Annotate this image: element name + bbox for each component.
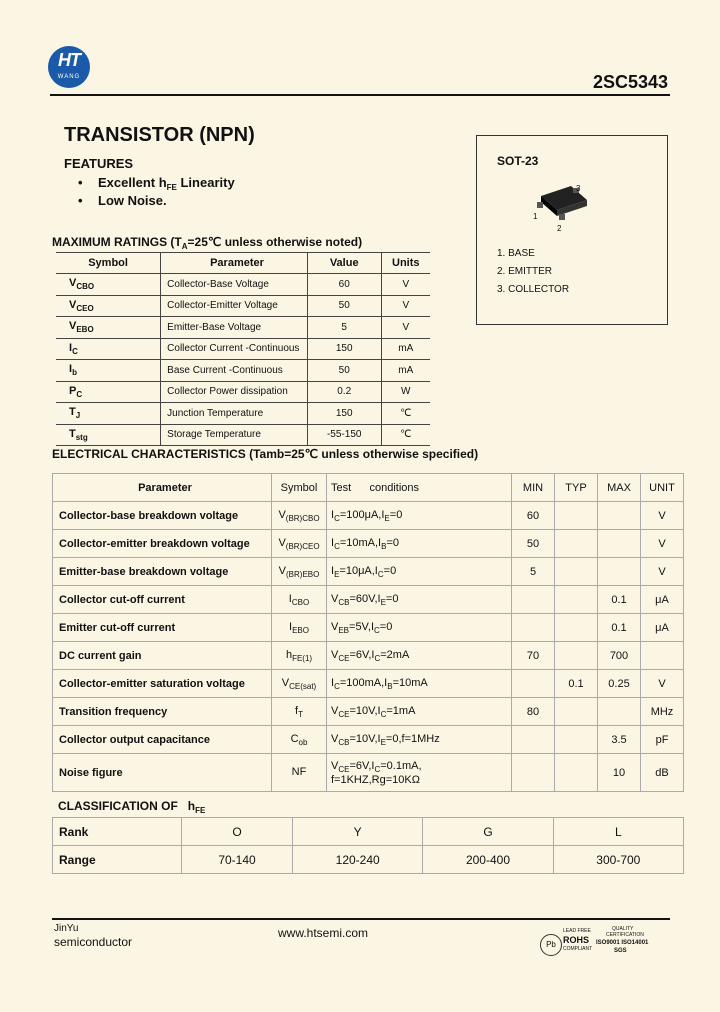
parameter-cell: Emitter-Base Voltage [161, 317, 308, 339]
sot23-package-icon [529, 180, 599, 230]
unit-cell: V [381, 274, 430, 296]
logo-text: HT [58, 50, 80, 70]
value-cell: 0.2 [307, 381, 381, 403]
condition-cell: $V_{EB}=5V,I_C=0$ [327, 614, 512, 642]
symbol-cell: $I_b$ [56, 360, 161, 382]
table-row [53, 502, 684, 530]
table-row [53, 614, 684, 642]
bullet-icon: • [78, 193, 83, 208]
min-cell [512, 586, 555, 614]
cert-certification: CERTIFICATION [606, 932, 644, 938]
col-symbol: Symbol [272, 474, 327, 502]
min-cell [512, 670, 555, 698]
company-logo [48, 46, 90, 88]
min-cell: 5 [512, 558, 555, 586]
range-g: 200-400 [423, 846, 553, 874]
cert-compliant: COMPLIANT [563, 946, 593, 952]
value-cell: -55-150 [307, 424, 381, 446]
rank-o: O [182, 818, 293, 846]
max-cell [598, 502, 641, 530]
feature-item: • Excellent $h_{FE}$ Linearity [78, 175, 235, 192]
condition-cell: $I_C=100\mu A,I_E=0$ [327, 502, 512, 530]
condition-cell: $I_E=10\mu A,I_C=0$ [327, 558, 512, 586]
unit-cell: V [381, 295, 430, 317]
typ-cell [555, 642, 598, 670]
range-row [53, 846, 684, 874]
cert-quality: QUALITY [612, 926, 634, 932]
typ-cell [555, 754, 598, 792]
cert-leadfree: LEAD FREE [563, 928, 591, 934]
symbol-cell: $V_{(BR)CBO}$ [272, 502, 327, 530]
value-cell: 5 [307, 317, 381, 339]
max-cell: 0.25 [598, 670, 641, 698]
bullet-icon: • [78, 175, 83, 190]
range-y: 120-240 [293, 846, 423, 874]
features-heading: FEATURES [64, 156, 134, 171]
unit-cell: V [641, 502, 684, 530]
symbol-cell: $V_{CEO}$ [56, 295, 161, 317]
cert-rohs: ROHS [563, 935, 590, 945]
max-cell: 3.5 [598, 726, 641, 754]
parameter-cell: Collector-emitter saturation voltage [53, 670, 272, 698]
range-l: 300-700 [553, 846, 683, 874]
company-division: semiconductor [54, 935, 133, 949]
symbol-cell: $h_{FE(1)}$ [272, 642, 327, 670]
parameter-cell: Collector-base breakdown voltage [53, 502, 272, 530]
min-cell [512, 614, 555, 642]
min-cell: 70 [512, 642, 555, 670]
parameter-cell: Collector-emitter breakdown voltage [53, 530, 272, 558]
unit-cell: V [641, 530, 684, 558]
table-row [53, 726, 684, 754]
rank-g: G [423, 818, 553, 846]
parameter-cell: Collector Current -Continuous [161, 338, 308, 360]
table-row [53, 698, 684, 726]
part-number: 2SC5343 [592, 72, 668, 92]
symbol-cell: $V_{EBO}$ [56, 317, 161, 339]
col-units: Units [381, 253, 430, 274]
table-row [56, 338, 430, 360]
typ-cell [555, 614, 598, 642]
condition-cell: $V_{CB}=10V,I_E=0,f=1MHz$ [327, 726, 512, 754]
pin-label-3: 3 [576, 184, 581, 193]
value-cell: 60 [307, 274, 381, 296]
condition-cell: $I_C=100mA,I_B=10mA$ [327, 670, 512, 698]
range-label: Range [53, 846, 182, 874]
range-o: 70-140 [182, 846, 293, 874]
parameter-cell: Emitter cut-off current [53, 614, 272, 642]
table-row [53, 754, 684, 792]
unit-cell [641, 642, 684, 670]
table-header-row [56, 253, 430, 274]
parameter-cell: Base Current -Continuous [161, 360, 308, 382]
min-cell: 60 [512, 502, 555, 530]
parameter-cell: Transition frequency [53, 698, 272, 726]
rank-y: Y [293, 818, 423, 846]
parameter-cell: Collector-Base Voltage [161, 274, 308, 296]
col-test-conditions: Test conditions [327, 474, 512, 502]
condition-cell: $V_{CE}=6V,I_C=0.1mA$, f=1KHZ,Rg=10KΩ [327, 754, 512, 792]
pin-label-1: 1 [533, 212, 538, 221]
max-cell: 700 [598, 642, 641, 670]
symbol-cell: $V_{CE(sat)}$ [272, 670, 327, 698]
max-cell [598, 698, 641, 726]
col-min: MIN [512, 474, 555, 502]
website-link[interactable]: www.htsemi.com [278, 926, 369, 940]
pin-base: 1. BASE [497, 248, 535, 259]
value-cell: 150 [307, 403, 381, 425]
unit-cell: MHz [641, 698, 684, 726]
table-row [56, 360, 430, 382]
table-row [53, 642, 684, 670]
typ-cell [555, 698, 598, 726]
table-row [56, 381, 430, 403]
value-cell: 50 [307, 295, 381, 317]
table-row [53, 558, 684, 586]
classification-table [52, 817, 684, 874]
header-divider [50, 94, 670, 96]
table-row [56, 317, 430, 339]
condition-cell: $V_{CE}=10V,I_C=1mA$ [327, 698, 512, 726]
classification-heading: CLASSIFICATION OF $h_{FE}$ [58, 799, 206, 815]
typ-cell: 0.1 [555, 670, 598, 698]
symbol-cell: $T_J$ [56, 403, 161, 425]
min-cell [512, 754, 555, 792]
package-name: SOT-23 [497, 154, 539, 168]
unit-cell: ℃ [381, 403, 430, 425]
table-row [53, 530, 684, 558]
table-header-row [53, 474, 684, 502]
min-cell: 50 [512, 530, 555, 558]
col-parameter: Parameter [53, 474, 272, 502]
unit-cell: V [381, 317, 430, 339]
condition-cell: $V_{CE}=6V,I_C=2mA$ [327, 642, 512, 670]
condition-cell: $I_C=10mA,I_B=0$ [327, 530, 512, 558]
value-cell: 150 [307, 338, 381, 360]
rank-row [53, 818, 684, 846]
company-name: JinYu [54, 923, 79, 934]
value-cell: 50 [307, 360, 381, 382]
max-cell: 0.1 [598, 614, 641, 642]
col-symbol: Symbol [56, 253, 161, 274]
typ-cell [555, 726, 598, 754]
symbol-cell: $I_C$ [56, 338, 161, 360]
pb-free-icon: Pb [540, 934, 562, 956]
parameter-cell: Collector Power dissipation [161, 381, 308, 403]
condition-cell: $V_{CB}=60V,I_E=0$ [327, 586, 512, 614]
electrical-heading: ELECTRICAL CHARACTERISTICS (Tamb=25℃ unless otherwise specified) [52, 447, 479, 461]
table-row [56, 424, 430, 446]
symbol-cell: $f_T$ [272, 698, 327, 726]
rank-l: L [553, 818, 683, 846]
col-typ: TYP [555, 474, 598, 502]
col-max: MAX [598, 474, 641, 502]
symbol-cell: $C_{ob}$ [272, 726, 327, 754]
unit-cell: V [641, 558, 684, 586]
rank-label: Rank [53, 818, 182, 846]
max-ratings-heading: MAXIMUM RATINGS ($T_A=25℃$ unless otherwise noted) [52, 235, 363, 251]
parameter-cell: Storage Temperature [161, 424, 308, 446]
table-row [53, 670, 684, 698]
max-ratings-table [56, 252, 430, 446]
max-cell: 0.1 [598, 586, 641, 614]
parameter-cell: Collector cut-off current [53, 586, 272, 614]
typ-cell [555, 586, 598, 614]
parameter-cell: Collector output capacitance [53, 726, 272, 754]
min-cell [512, 726, 555, 754]
unit-cell: μA [641, 614, 684, 642]
symbol-cell: NF [272, 754, 327, 792]
table-row [53, 586, 684, 614]
col-value: Value [307, 253, 381, 274]
parameter-cell: DC current gain [53, 642, 272, 670]
unit-cell: dB [641, 754, 684, 792]
feature-item: • Low Noise. [78, 193, 167, 208]
cert-sgs: SGS [614, 948, 627, 954]
parameter-cell: Collector-Emitter Voltage [161, 295, 308, 317]
max-cell [598, 558, 641, 586]
table-row [56, 274, 430, 296]
max-cell: 10 [598, 754, 641, 792]
pin-emitter: 2. EMITTER [497, 266, 553, 277]
unit-cell: V [641, 670, 684, 698]
unit-cell: mA [381, 338, 430, 360]
symbol-cell: $V_{(BR)EBO}$ [272, 558, 327, 586]
pin-label-2: 2 [557, 224, 562, 233]
parameter-cell: Junction Temperature [161, 403, 308, 425]
package-box [476, 135, 668, 325]
pin-collector: 3. COLLECTOR [497, 284, 570, 295]
symbol-cell: $I_{CBO}$ [272, 586, 327, 614]
electrical-table [52, 473, 684, 792]
page-title: TRANSISTOR (NPN) [64, 124, 255, 146]
col-parameter: Parameter [161, 253, 308, 274]
table-row [56, 295, 430, 317]
typ-cell [555, 502, 598, 530]
unit-cell: W [381, 381, 430, 403]
unit-cell: pF [641, 726, 684, 754]
unit-cell: ℃ [381, 424, 430, 446]
footer-divider [52, 918, 670, 920]
typ-cell [555, 530, 598, 558]
symbol-cell: $V_{(BR)CEO}$ [272, 530, 327, 558]
max-cell [598, 530, 641, 558]
typ-cell [555, 558, 598, 586]
parameter-cell: Noise figure [53, 754, 272, 792]
symbol-cell: $P_C$ [56, 381, 161, 403]
symbol-cell: $T_{stg}$ [56, 424, 161, 446]
parameter-cell: Emitter-base breakdown voltage [53, 558, 272, 586]
unit-cell: mA [381, 360, 430, 382]
logo-subtext: WANG [57, 74, 81, 80]
unit-cell: μA [641, 586, 684, 614]
min-cell: 80 [512, 698, 555, 726]
col-unit: UNIT [641, 474, 684, 502]
cert-iso: ISO9001 ISO14001 [596, 940, 649, 946]
symbol-cell: $I_{EBO}$ [272, 614, 327, 642]
symbol-cell: $V_{CBO}$ [56, 274, 161, 296]
table-row [56, 403, 430, 425]
